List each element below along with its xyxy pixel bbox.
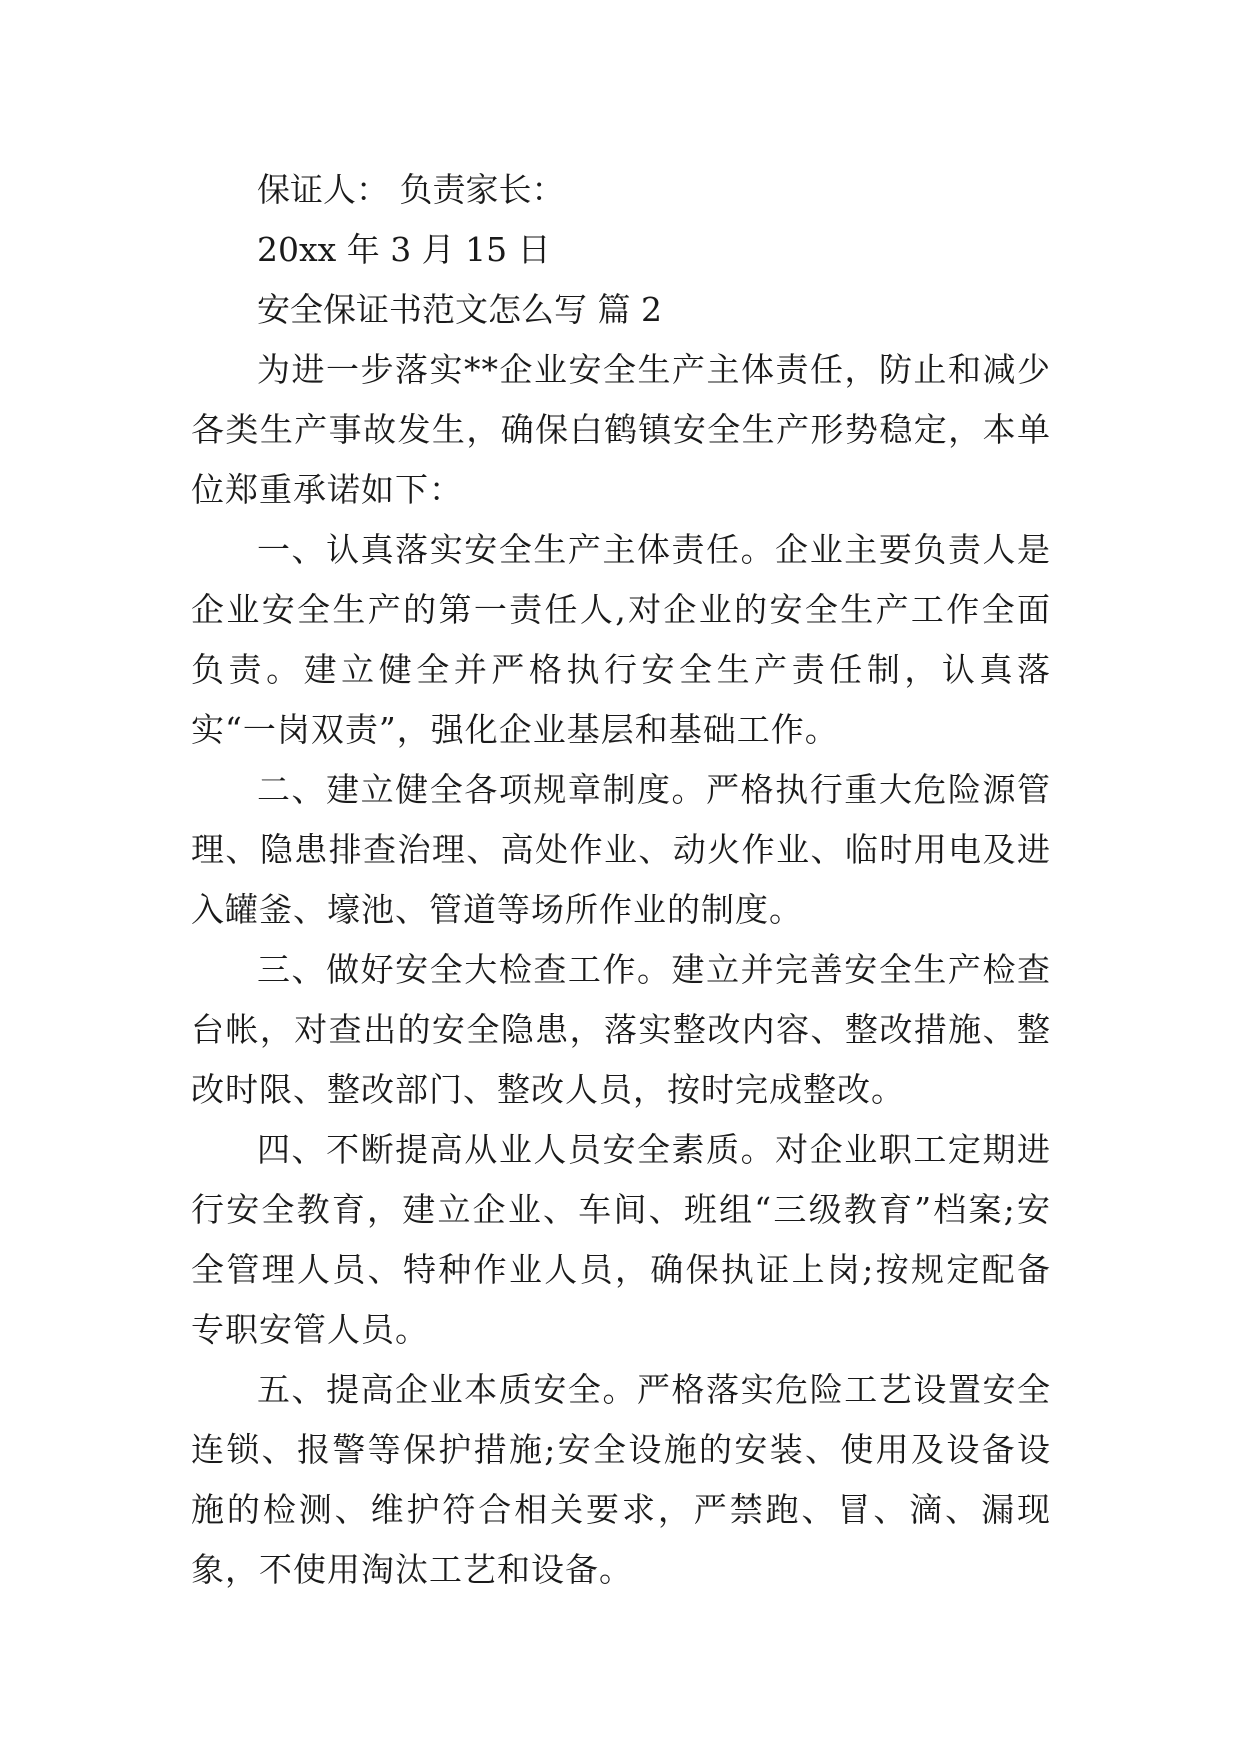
- paragraph-item-2: 二、建立健全各项规章制度。严格执行重大危险源管理、隐患排查治理、高处作业、动火作业、临时用电及进入罐釜、壕池、管道等场所作业的制度。: [191, 770, 1051, 929]
- paragraph-item-4: 四、不断提高从业人员安全素质。对企业职工定期进行安全教育，建立企业、车间、班组“三级教育”档案;安全管理人员、特种作业人员，确保执证上岗;按规定配备专职安管人员。: [191, 1130, 1051, 1349]
- paragraph-item-5: 五、提高企业本质安全。严格落实危险工艺设置安全连锁、报警等保护措施;安全设施的安装、使用及设备设施的检测、维护符合相关要求，严禁跑、冒、滴、漏现象，不使用淘汰工艺和设备。: [191, 1370, 1051, 1589]
- document-body: [191, 160, 1051, 1600]
- date-line: 20xx 年 3 月 15 日: [257, 230, 551, 269]
- guarantor-line: 保证人： 负责家长：: [257, 170, 565, 209]
- paragraph-item-1: 一、认真落实安全生产主体责任。企业主要负责人是企业安全生产的第一责任人,对企业的安全生产工作全面负责。建立健全并严格执行安全生产责任制，认真落实“一岗双责”，强化企业基层和基础工作。: [191, 530, 1051, 749]
- paragraph-item-3: 三、做好安全大检查工作。建立并完善安全生产检查台帐，对查出的安全隐患，落实整改内容、整改措施、整改时限、整改部门、整改人员，按时完成整改。: [191, 950, 1051, 1109]
- section-title: 安全保证书范文怎么写 篇 2: [257, 290, 662, 329]
- paragraph-intro: 为进一步落实**企业安全生产主体责任，防止和减少各类生产事故发生，确保白鹤镇安全生产形势稳定，本单位郑重承诺如下：: [191, 350, 1051, 509]
